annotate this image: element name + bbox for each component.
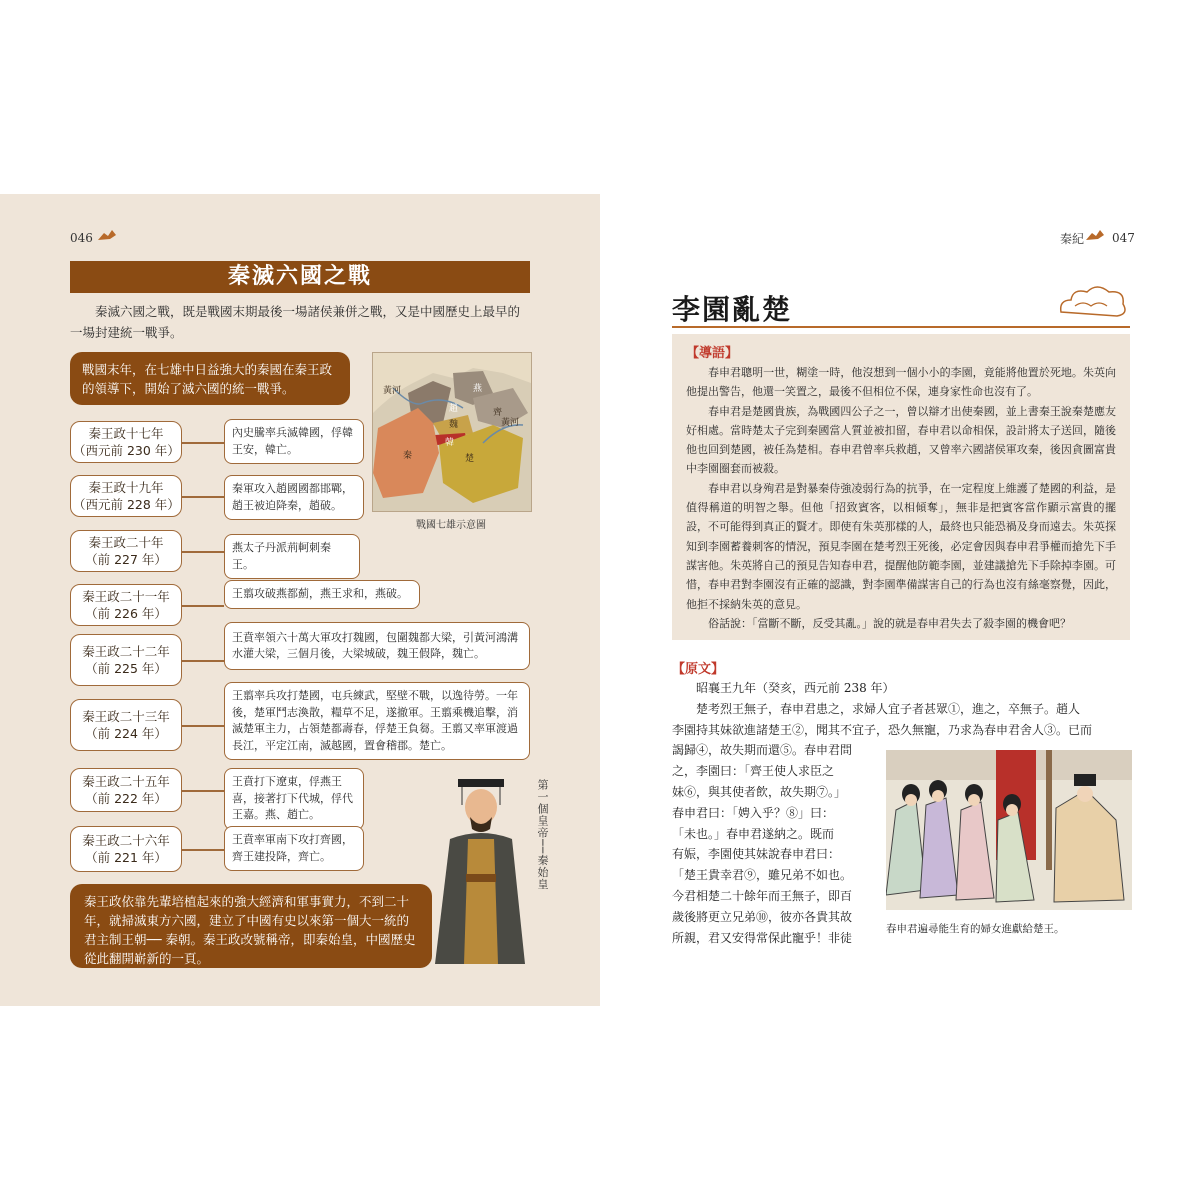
page-number-right: 047 xyxy=(1112,231,1135,245)
timeline-event xyxy=(224,768,364,830)
map-label-wei: 魏 xyxy=(449,420,459,430)
original-line: 「楚王貴幸君⑨，雖兄弟不如也。 xyxy=(672,868,853,883)
lead-box: 戰國末年，在七雄中日益強大的秦國在秦王政的領導下，開始了滅六國的統一戰爭。 xyxy=(70,352,350,405)
map-label-chu: 楚 xyxy=(465,454,475,464)
warring-states-map xyxy=(372,352,532,512)
original-line: 春申君曰：「娉入乎？⑧」曰： xyxy=(672,805,835,820)
timeline-year-detail: （前 227 年） xyxy=(85,552,167,567)
cloud-ornament-icon xyxy=(1055,282,1131,322)
original-line: 之，李園曰：「齊王使人求臣之 xyxy=(672,764,835,779)
timeline-event xyxy=(224,826,364,871)
original-line: 「未也。」春申君遂納之。既而 xyxy=(672,826,835,841)
timeline-event-text: 王翦攻破燕都薊，燕王求和，燕破。 xyxy=(232,587,408,600)
timeline-connector xyxy=(182,790,224,792)
intro-text xyxy=(686,363,1116,633)
original-line: 謁歸④，故失期而還⑤。春申君問 xyxy=(672,743,853,758)
closing-box: 秦王政依靠先輩培植起來的強大經濟和軍事實力，不到二十年，就掃滅東方六國，建立了中國有史以來第一個大一統的君主制王朝── 秦朝。秦王政改號稱帝，即秦始皇，中國歷史從此翻開嶄新的一頁。 xyxy=(70,884,432,968)
timeline-event xyxy=(224,682,530,760)
section-banner: 秦滅六國之戰 xyxy=(70,261,530,293)
title-divider xyxy=(672,326,1130,328)
emperor-caption: 第一個皇帝──秦始皇 xyxy=(536,779,549,891)
timeline-year: 秦王政十九年 xyxy=(88,480,164,495)
timeline-year-box xyxy=(70,475,182,517)
timeline-event-text: 王賁率軍南下攻打齊國，齊王建投降，齊亡。 xyxy=(232,833,353,863)
timeline-year-detail: （前 221 年） xyxy=(85,850,167,865)
original-line: 所親，君又安得常保此寵乎！非徒 xyxy=(672,930,853,945)
original-line: 歲後將更立兄弟⑩，彼亦各貴其故 xyxy=(672,909,853,924)
timeline-connector xyxy=(182,660,224,662)
intro-paragraph: 秦滅六國之戰，既是戰國末期最後一場諸侯兼併之戰，又是中國歷史上最早的一場封建統一戰爭。 xyxy=(70,304,521,340)
timeline-connector xyxy=(182,725,224,727)
timeline-year-box xyxy=(70,826,182,872)
timeline-year-detail: （前 224 年） xyxy=(85,726,167,741)
map-caption: 戰國七雄示意圖 xyxy=(416,520,486,531)
timeline-year: 秦王政二十五年 xyxy=(82,774,170,789)
intro-paragraph: 春申君是楚國貴族，為戰國四公子之一，曾以辯才出使秦國，並上書秦王說秦楚應友好相處。當時楚太子完到秦國當人質並被扣留，春申君以命相保，設計將太子送回，隨後他也回到楚國，被任為楚相。春申君曾率兵救趙，又曾率六國諸侯軍攻秦，後因貪圖富貴中李園圈套而被殺。 xyxy=(686,404,1116,476)
original-line: 李園持其妹欲進諸楚王②，聞其不宜子，恐久無寵，乃求為春申君舍人③。已而 xyxy=(672,722,1093,737)
timeline-year-box xyxy=(70,699,182,751)
timeline-year: 秦王政二十年 xyxy=(88,535,164,550)
page-title: 李園亂楚 xyxy=(672,293,793,326)
timeline-year-box xyxy=(70,530,182,572)
timeline-event-text: 王翦率兵攻打楚國，屯兵練武，堅壁不戰，以逸待勞。一年後，楚軍鬥志渙散，糧草不足，遂撤軍。王翦乘機追擊，消滅楚軍主力，占領楚都壽春，俘楚王負芻。王翦又率軍渡過長江，平定江南，滅越國，置會稽郡。楚亡。 xyxy=(232,689,518,752)
timeline-event-text: 燕太子丹派荊軻刺秦王。 xyxy=(232,541,331,571)
map-label-qin: 秦 xyxy=(403,451,413,461)
illustration-caption: 春申君遍尋能生育的婦女進獻給楚王。 xyxy=(886,923,1065,935)
timeline-year-detail: （西元前 230 年） xyxy=(73,443,180,458)
intro-tag: 【導語】 xyxy=(686,346,739,361)
map-label-zhao: 趙 xyxy=(449,404,459,414)
map-label-yellow-river-west: 黃河 xyxy=(383,386,402,396)
timeline-event xyxy=(224,580,420,609)
qin-shi-huang-illustration xyxy=(430,779,530,969)
timeline-event xyxy=(224,622,530,670)
timeline-year: 秦王政二十六年 xyxy=(82,833,170,848)
timeline-year: 秦王政二十二年 xyxy=(82,644,170,659)
warrior-ornament-icon xyxy=(1084,227,1108,243)
timeline-year-detail: （前 222 年） xyxy=(85,791,167,806)
timeline-event-text: 王賁打下遼東，俘燕王喜，接著打下代城，俘代王嘉。燕、趙亡。 xyxy=(232,775,353,821)
intro-paragraph: 春申君聰明一世，糊塗一時，他沒想到一個小小的李園，竟能將他置於死地。朱英向他提出警告，他還一笑置之，最後不但相位不保，連身家性命也沒有了。 xyxy=(686,366,1116,399)
right-page xyxy=(600,194,1200,1006)
timeline-connector xyxy=(182,442,224,444)
intro-paragraph: 春申君以身殉君是對暴秦侍強凌弱行為的抗爭，在一定程度上維護了楚國的利益，是值得稱道的明智之舉。但他「招致賓客，以相傾奪」，無非是把賓客當作顯示富貴的擺設，不可能得到真正的賢才。即使有朱英那樣的人，最終也只能恐禍及身而遠去。朱英探知到李園蓄養刺客的情況，預見李園在楚考烈王死後，必定會因與春申君爭權而搶先下手謀害他。朱英將自己的預見告知春申君，提醒他防範李園，並建議搶先下手除掉李園。可惜，春申君對李園沒有正確的認識，對李園準備謀害自己的行為也沒有絲毫察覺，因此，他拒不採納朱英的意見。 xyxy=(686,481,1116,611)
map-label-han: 韓 xyxy=(445,438,455,448)
timeline-year: 秦王政二十三年 xyxy=(82,709,170,724)
timeline-event-text: 王賁率領六十萬大軍攻打魏國，包圍魏都大梁，引黃河鴻溝水灌大梁，三個月後，大梁城破，魏王假降，魏亡。 xyxy=(232,630,518,660)
left-page xyxy=(0,194,600,1006)
timeline-year-detail: （前 226 年） xyxy=(85,606,167,621)
original-line: 妹⑥，與其使者飲，故失期⑦。」 xyxy=(672,784,847,799)
timeline-connector xyxy=(182,849,224,851)
chapter-label: 秦紀 xyxy=(1060,232,1085,246)
timeline-year-detail: （前 225 年） xyxy=(85,661,167,676)
timeline-year-box xyxy=(70,634,182,686)
map-label-yan: 燕 xyxy=(473,384,483,394)
timeline-year-detail: （西元前 228 年） xyxy=(73,497,180,512)
page-number-left: 046 xyxy=(70,231,93,245)
timeline-event xyxy=(224,475,364,520)
timeline-year-box xyxy=(70,421,182,463)
timeline-event-text: 秦軍攻入趙國國都邯鄲，趙王被迫降秦，趙破。 xyxy=(232,482,353,512)
map-label-yellow-river-east: 黃河 xyxy=(501,418,520,428)
timeline-year: 秦王政二十一年 xyxy=(82,589,170,604)
timeline-connector xyxy=(182,496,224,498)
original-line: 今君相楚二十餘年而王無子，即百 xyxy=(672,888,853,903)
court-scene-illustration xyxy=(886,750,1132,910)
map-label-qi: 齊 xyxy=(493,408,503,418)
timeline-year-box xyxy=(70,768,182,812)
original-line: 楚考烈王無子，春申君患之，求婦人宜子者甚眾①，進之，卒無子。趙人 xyxy=(672,701,1081,716)
timeline-connector xyxy=(182,605,224,607)
original-line: 有娠，李園使其妹說春申君曰： xyxy=(672,847,841,862)
timeline-event xyxy=(224,534,360,579)
timeline-event xyxy=(224,419,364,464)
intro-panel xyxy=(672,334,1130,640)
timeline-connector xyxy=(182,551,224,553)
timeline-year: 秦王政十七年 xyxy=(88,426,164,441)
intro-paragraph: 俗話說：「當斷不斷，反受其亂。」說的就是春申君失去了殺李園的機會吧？ xyxy=(708,616,1071,630)
original-line: 昭襄王九年（癸亥，西元前 238 年） xyxy=(672,681,895,695)
timeline-event-text: 內史騰率兵滅韓國，俘韓王安，韓亡。 xyxy=(232,426,353,456)
warrior-ornament-icon xyxy=(96,227,118,243)
timeline-year-box xyxy=(70,584,182,626)
original-tag: 【原文】 xyxy=(672,662,725,677)
